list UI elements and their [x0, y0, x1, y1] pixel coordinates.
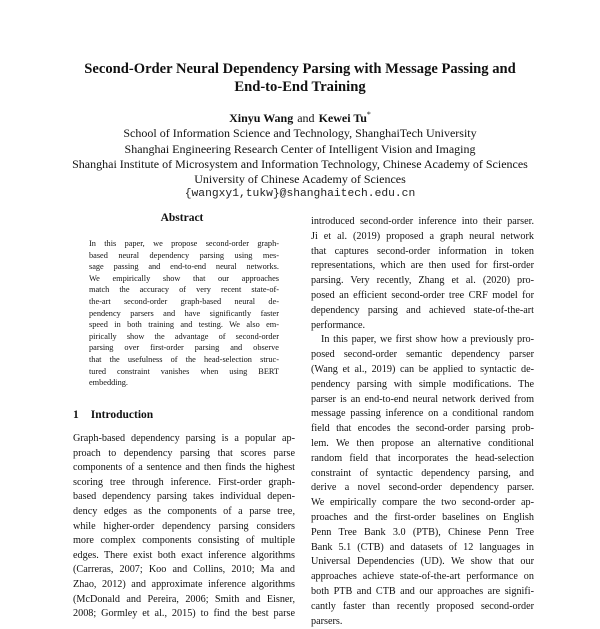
body-line: posed an efficient second-order tree CRF model for [311, 289, 534, 301]
body-line: message passing inference on a conditional random [311, 408, 534, 420]
affiliation-2: Shanghai Engineering Research Center of Intelligent Vision and Imaging [124, 141, 476, 156]
body-line: Penn Tree Bank 3.0 (PTB), Chinese Penn Tree [311, 526, 534, 538]
body-line: approaches achieve state-of-the-art performance on [311, 571, 534, 583]
abstract-line: that the usefulness of the head-selection struc- [89, 354, 279, 364]
body-line: representations, which are then used for first-order [311, 260, 534, 272]
body-line: based dependency parsing takes individual depen- [73, 491, 295, 503]
abstract-line: tured constraint vanishes when using BERT [89, 366, 279, 376]
body-line: proaches and the first-order baselines on English [311, 511, 534, 523]
body-line: Ji et al. (2019) proposed a graph neural network [311, 230, 534, 242]
title-line-1: Second-Order Neural Dependency Parsing with Message Passing and [84, 61, 516, 77]
body-line: performance. [311, 319, 366, 331]
body-line: Zhao, 2012) and approximate inference algorithms [73, 578, 295, 590]
abstract-line: parsing over first-order parsing and observe [89, 343, 279, 353]
body-line: (Wang et al., 2019) can be applied to syntactic de- [311, 363, 534, 375]
author-names [229, 111, 371, 125]
author-email: {wangxy1,tukw}@shanghaitech.edu.cn [184, 188, 416, 201]
body-line: edges. There exist both exact inference algorithms [73, 549, 295, 561]
body-line: constraint of syntactic dependency parsing, and [311, 467, 534, 479]
body-line: introduced second-order inference into their parser. [311, 216, 534, 227]
affiliation-4: University of Chinese Academy of Sciences [194, 172, 406, 187]
abstract-line: the-art second-order graph-based neural de- [89, 296, 279, 306]
body-line: cantly faster than recently proposed second-order [311, 600, 534, 612]
body-line: posed second-order semantic dependency parser [311, 349, 534, 361]
abstract-line: based neural dependency parsing using mes- [89, 250, 279, 260]
author-2: Kewei Tu [318, 111, 367, 125]
body-line: pendency parsing with simple modifications. The [311, 378, 534, 390]
body-line: parser is an end-to-end neural network derived from [311, 393, 534, 405]
body-line: parsers. [311, 615, 343, 627]
section-title: Introduction [90, 409, 154, 421]
abstract-line: speed in both training and testing. We also em- [89, 320, 279, 330]
body-line: Universal Dependencies (UD). We show that our [311, 556, 534, 568]
abstract-line: In this paper, we propose second-order graph- [89, 239, 279, 248]
abstract-line: We empirically show that our approaches [89, 273, 279, 283]
abstract-line: pendency parsers and have significantly faster [89, 308, 279, 318]
body-line: Graph-based dependency parsing is a popular ap- [73, 433, 295, 444]
author-1: Xinyu Wang [229, 111, 294, 125]
paper-title [60, 60, 540, 96]
section-heading-introduction [73, 409, 153, 421]
body-line: dency edges as the components of a parse tree, [73, 505, 295, 517]
section-number: 1 [73, 409, 79, 421]
body-line: proach to dependency parsing that scores parse [73, 447, 295, 459]
introduction-right-column [311, 215, 534, 629]
body-line: scoring tree through inference. First-order graph- [73, 476, 295, 488]
body-line: derive a novel second-order dependency parser. [311, 482, 534, 494]
body-line: (McDonald and Pereira, 2006; Smith and Eisner, [73, 593, 295, 605]
body-line: parsing. Very recently, Zhang et al. (2020) pro- [311, 275, 534, 287]
body-line: field that encodes the second-order parsing prob- [311, 423, 534, 435]
footnote-mark: * [366, 110, 371, 119]
abstract-body [89, 238, 279, 389]
body-line: lem. We then propose an alternative conditional [311, 437, 534, 449]
body-line: that captures second-order information in token [311, 245, 534, 257]
affiliation-1: School of Information Science and Technology, ShanghaiTech University [123, 126, 477, 141]
introduction-left-column [73, 432, 295, 622]
abstract-heading: Abstract [160, 212, 204, 224]
body-line: (Carreras, 2007; Koo and Collins, 2010; Ma and [73, 564, 295, 576]
body-line: Bank 5.1 (CTB) and datasets of 12 languages in [311, 541, 534, 553]
body-line: 2008; Gormley et al., 2015) to find the best parse [73, 608, 295, 620]
body-line: components of a sentence and then finds the highest [73, 462, 295, 474]
title-line-2: End-to-End Training [234, 79, 366, 95]
body-line: dependency parsing and achieved state-of-the-art [311, 304, 534, 316]
affiliation-3: Shanghai Institute of Microsystem and Information Technology, Chinese Academy of Sciences [72, 156, 528, 171]
abstract-line: pirically show the advantage of second-order [89, 331, 279, 341]
body-line: both PTB and CTB and our approaches are signifi- [311, 585, 534, 597]
abstract-line: match the accuracy of very recent state-of- [89, 285, 279, 295]
abstract-line: sage passing and end-to-end neural networks. [89, 262, 279, 272]
abstract-line: embedding. [89, 378, 128, 388]
body-line: In this paper, we first show how a previously pro- [321, 334, 534, 346]
body-line: while higher-order dependency parsing considers [73, 520, 295, 532]
body-line: We empirically compare the two second-order ap- [311, 497, 534, 509]
author-block [30, 107, 570, 203]
body-line: more complex components consisting of multiple [73, 535, 295, 547]
body-line: random field that incorporates the head-selection [311, 452, 534, 464]
author-conjunction: and [297, 111, 315, 125]
